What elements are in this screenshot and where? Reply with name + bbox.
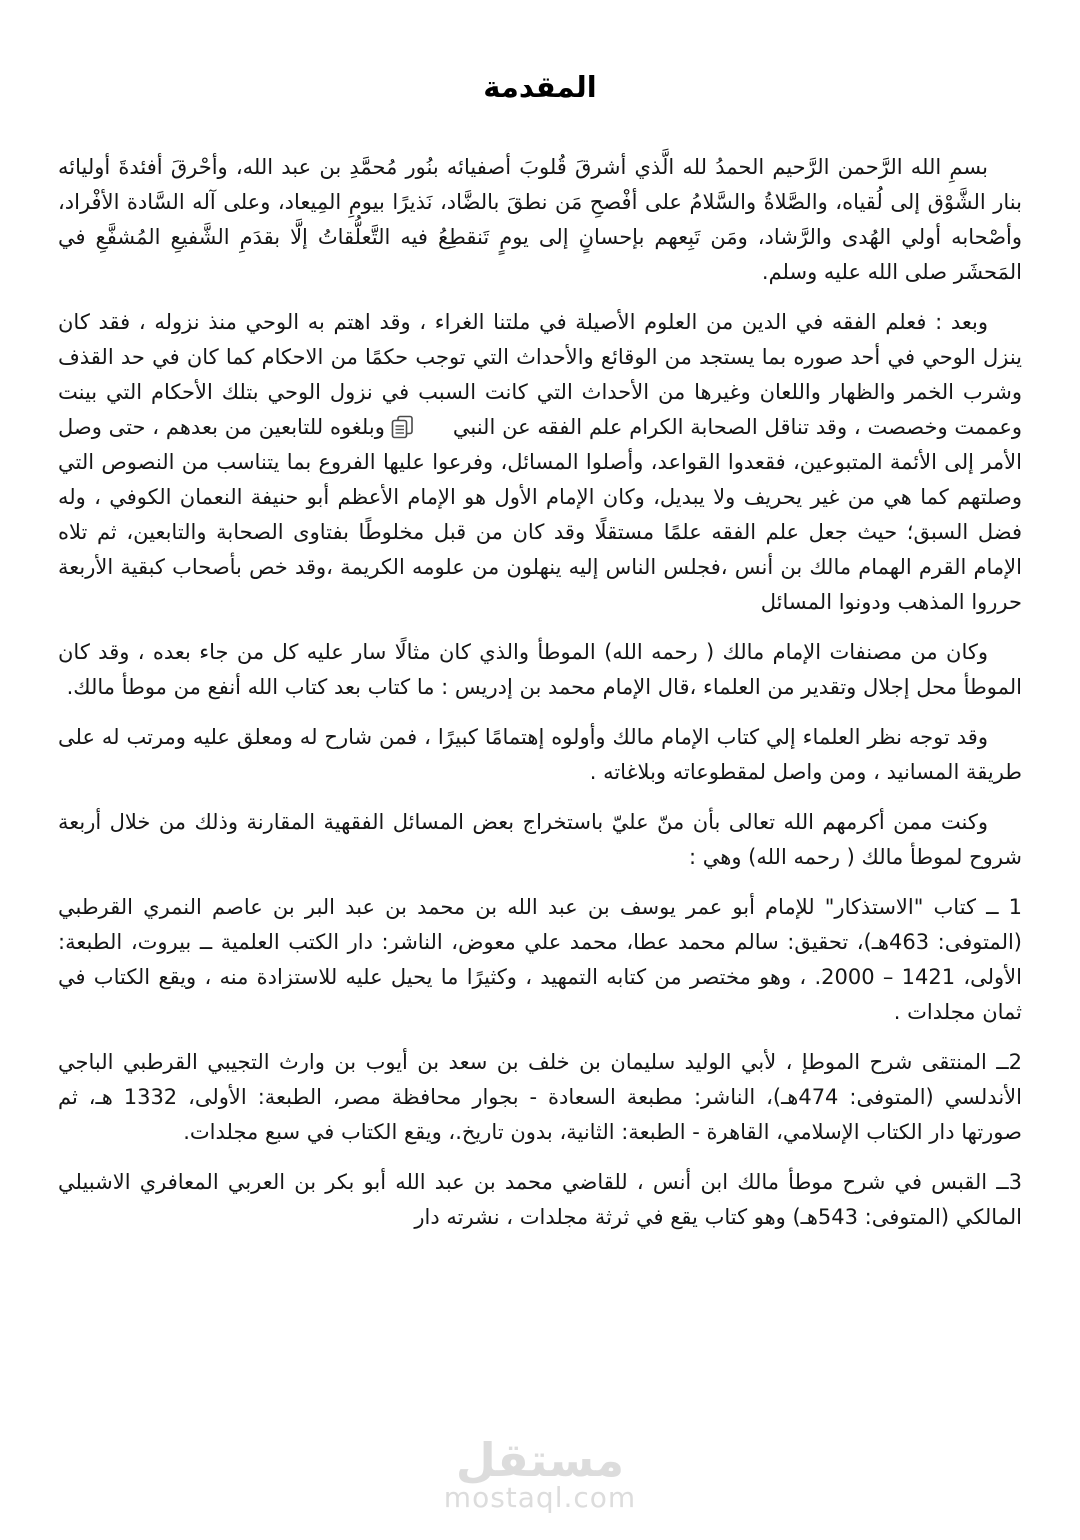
paragraph-muwatta-status: وكان من مصنفات الإمام مالك ( رحمه الله) الموطأ والذي كان مثالًا سار عليه كل من جاء بعده ، وقد كان الموطأ محل إجلال وتقدير من العلماء ،قال الإمام محمد بن إدريس : ما كتاب بعد كتاب الله أنفع من موطأ مالك. bbox=[58, 640, 1022, 699]
book-item-qabas: 3ــ القبس في شرح موطأ مالك ابن أنس ، للقاضي محمد بن عبد الله أبو بكر بن العربي المعافري الاشبيلي المالكي (المتوفى: 543هـ) وهو كتاب يقع في ثرثة مجلدات ، نشرته دار bbox=[58, 1170, 1022, 1229]
watermark-domain: mostaql.com bbox=[443, 1481, 637, 1515]
paragraph-fiqh-history-before-symbol: وبعد : فعلم الفقه في الدين من العلوم الأصيلة في ملتنا الغراء ، وقد اهتم به الوحي منذ نزوله ، فقد كان ينزل الوحي في أحد صوره بما يستجد من الوقائع والأحداث التي توجب حكمًا من الاحكام كما كان في حد القذف وشرب الخمر والظهار واللعان وغيرها من الأحداث التي كانت السبب في نزول الوحي بتلك الأحكام التي بينت وعممت وخصصت ، وقد تناقل الصحابة الكرام علم الفقه عن النبي bbox=[58, 310, 1022, 439]
page-title: المقدمة bbox=[483, 70, 597, 104]
book-item-muntaqa: 2ــ المنتقى شرح الموطإ ، لأبي الوليد سليمان بن خلف بن سعد بن أيوب بن وارث التجيبي القرطبي الباجي الأندلسي (المتوفى: 474هـ)، الناشر: مطبعة السعادة - بجوار محافظة مصر، الطبعة: الأولى، 1332 هـ، ثم صورتها دار الكتاب الإسلامي، القاهرة - الطبعة: الثانية، بدون تاريخ.، ويقع الكتاب في سبع مجلدات. bbox=[58, 1050, 1022, 1144]
paragraph-author-intent: وكنت ممن أكرمهم الله تعالى بأن منّ عليّ باستخراج بعض المسائل الفقهية المقارنة وذلك من خلال أربعة شروح لموطأ مالك ( رحمه الله) وهي : bbox=[58, 810, 1022, 869]
paragraph-fiqh-history-after-symbol: وبلغوه للتابعين من بعدهم ، حتى وصل الأمر إلى الأئمة المتبوعين، فقعدوا القواعد، وأصلوا المسائل، وفرعوا عليها الفروع بما يتناسب من النصوص التي وصلتهم كما هي من غير يحريف ولا يبديل، وكان الإمام الأول هو الإمام الأعظم أبو حنيفة النعمان الكوفي ، وله فضل السبق؛ حيث جعل علم الفقه علمًا مستقلًا وقد كان من قبل مخلوطًا بفتاوى الصحابة والتابعين، ثم تلاه الإمام القرم الهمام مالك بن أنس ،فجلس الناس إليه ينهلون من علومه الكريمة ،وقد خص بأصحاب كبقية الأربعة حرروا المذهب ودونوا المسائل bbox=[58, 415, 1022, 614]
paragraph-fiqh-history bbox=[58, 305, 1022, 620]
paragraph-scholars-attention: وقد توجه نظر العلماء إلي كتاب الإمام مالك وأولوه إهتمامًا كبيرًا ، فمن شارح له ومعلق عليه ومرتب له على طريقة المسانيد ، ومن واصل لمقطوعاته وبلاغاته . bbox=[58, 725, 1022, 784]
watermark bbox=[0, 1433, 1080, 1515]
prophet-salutation-icon bbox=[390, 415, 448, 439]
mostaql-logo: مستقل bbox=[455, 1433, 625, 1488]
paragraph-basmala-praise: بسمِ الله الرَّحمن الرَّحيم الحمدُ لله الَّذي أشرقَ قُلوبَ أصفيائه بنُور مُحمَّدِ بن عبد الله، وأحْرقَ أفئدةَ أوليائه بنار الشَّوْق إلى لُقياه، والصَّلاةُ والسَّلامُ على أفْصحِ مَن نطقَ بالضَّاد، نَذيرًا بيومِ المِيعاد، وعلى آله السَّادة الأفْراد، وأصْحابه أولي الهُدى والرَّشاد، ومَن تَبِعهم بإحسانٍ إلى يومٍ تَنقطِعُ فيه التَّعلُّقاتُ إلَّا بقدَمِ الشَّفيعِ المُشفَّعِ في المَحشَر صلى الله عليه وسلم. bbox=[58, 155, 1022, 284]
book-item-istidhkar: 1 ــ كتاب "الاستذكار" للإمام أبو عمر يوسف بن عبد الله بن محمد بن عبد البر بن عاصم النمري القرطبي (المتوفى: 463هـ)، تحقيق: سالم محمد عطا، محمد علي معوض، الناشر: دار الكتب العلمية ــ بيروت، الطبعة: الأولى، 1421 – 2000. ، وهو مختصر من كتابه التمهيد ، وكثيرًا ما يحيل عليه للاستزادة منه ، ويقع الكتاب في ثمان مجلدات . bbox=[58, 895, 1023, 1024]
